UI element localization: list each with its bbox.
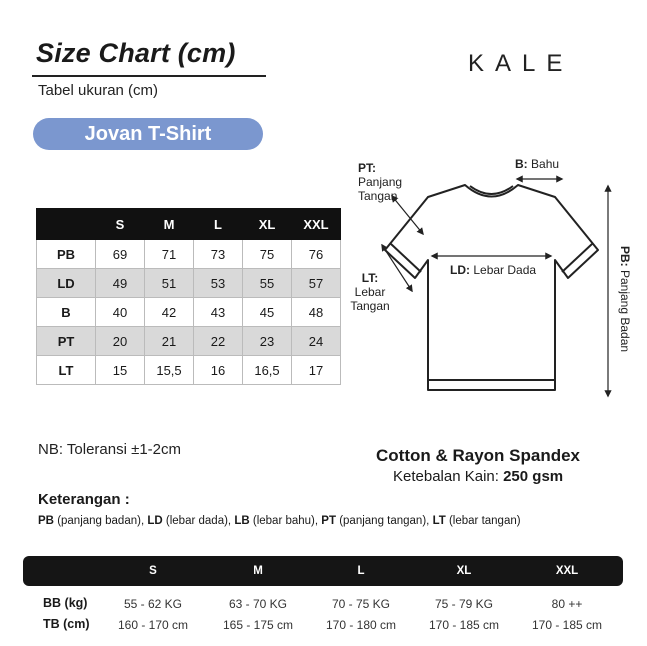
size-table-header — [37, 209, 341, 240]
pt-code: PT: — [358, 161, 376, 175]
legend-text: (lebar bahu), — [252, 515, 319, 527]
size-table-corner — [37, 209, 96, 240]
table-cell: 15,5 — [145, 356, 194, 385]
tb-value: 170 - 185 cm — [531, 618, 603, 632]
table-cell: 73 — [194, 240, 243, 269]
fit-size-l: L — [357, 565, 365, 577]
legend-code: LD — [147, 515, 163, 527]
bb-value: 55 - 62 KG — [123, 597, 183, 611]
lt-text-line2: Tangan — [350, 299, 390, 313]
table-row — [37, 240, 341, 269]
ld-label — [448, 263, 538, 277]
size-header-xxl: XXL — [292, 209, 341, 240]
tolerance-note: NB: Toleransi ±1-2cm — [38, 441, 182, 458]
fit-size-xl: XL — [456, 565, 472, 577]
pb-code: PB: — [618, 245, 632, 267]
table-cell: 43 — [194, 298, 243, 327]
legend — [38, 515, 521, 527]
table-cell: 49 — [96, 269, 145, 298]
fit-size-xxl: XXL — [555, 565, 579, 577]
pt-text-line1: Panjang — [358, 175, 403, 189]
row-label: B — [37, 298, 96, 327]
table-row — [37, 356, 341, 385]
legend-text: (panjang badan), — [57, 515, 145, 527]
legend-code: PB — [38, 515, 54, 527]
tshirt-outline — [385, 185, 598, 390]
tb-label: TB (cm) — [43, 617, 90, 631]
b-code: B: — [515, 157, 528, 171]
table-cell: 21 — [145, 327, 194, 356]
table-cell: 20 — [96, 327, 145, 356]
b-label — [515, 157, 559, 171]
legend-text: (lebar dada), — [165, 515, 232, 527]
b-text: Bahu — [531, 157, 560, 171]
table-cell: 57 — [292, 269, 341, 298]
ld-text: Lebar Dada — [473, 263, 537, 277]
brand-logo: KALE — [468, 50, 574, 77]
lt-text-line1: Lebar — [354, 285, 386, 299]
legend-code: PT — [321, 515, 336, 527]
table-cell: 69 — [96, 240, 145, 269]
table-cell: 15 — [96, 356, 145, 385]
table-cell: 71 — [145, 240, 194, 269]
lt-code: LT: — [361, 271, 379, 285]
table-row — [37, 327, 341, 356]
table-cell: 42 — [145, 298, 194, 327]
bb-label: BB (kg) — [43, 596, 88, 610]
fabric-weight — [393, 468, 563, 485]
table-cell: 76 — [292, 240, 341, 269]
legend-text: (panjang tangan), — [339, 515, 430, 527]
pt-text-line2: Tangan — [358, 189, 398, 203]
table-cell: 23 — [243, 327, 292, 356]
row-label: PT — [37, 327, 96, 356]
fit-size-s: S — [149, 565, 157, 577]
pt-label — [358, 161, 402, 203]
table-cell: 17 — [292, 356, 341, 385]
tb-value: 165 - 175 cm — [222, 618, 294, 632]
table-cell: 16,5 — [243, 356, 292, 385]
table-cell: 16 — [194, 356, 243, 385]
table-cell: 55 — [243, 269, 292, 298]
table-cell: 24 — [292, 327, 341, 356]
table-cell: 75 — [243, 240, 292, 269]
fabric-name: Cotton & Rayon Spandex — [376, 446, 581, 465]
fit-guide-header — [23, 556, 623, 586]
row-label: LD — [37, 269, 96, 298]
table-row — [37, 269, 341, 298]
table-cell: 51 — [145, 269, 194, 298]
fit-size-m: M — [253, 565, 263, 577]
title-underline — [32, 75, 266, 77]
table-cell: 48 — [292, 298, 341, 327]
size-table — [36, 208, 341, 385]
pb-text: Panjang Badan — [618, 269, 632, 353]
bb-value: 75 - 79 KG — [434, 597, 494, 611]
tb-value: 170 - 185 cm — [428, 618, 500, 632]
table-cell: 53 — [194, 269, 243, 298]
table-cell: 45 — [243, 298, 292, 327]
row-label: LT — [37, 356, 96, 385]
bb-value: 70 - 75 KG — [331, 597, 391, 611]
page-title: Size Chart (cm) — [36, 38, 236, 68]
size-header-xl: XL — [243, 209, 292, 240]
table-row — [37, 298, 341, 327]
lt-label — [346, 271, 394, 313]
tb-value: 160 - 170 cm — [117, 618, 189, 632]
ld-code: LD: — [450, 263, 470, 277]
legend-code: LT — [432, 515, 446, 527]
tb-value: 170 - 180 cm — [325, 618, 397, 632]
product-name-badge: Jovan T-Shirt — [33, 118, 263, 150]
table-cell: 22 — [194, 327, 243, 356]
bb-value: 63 - 70 KG — [228, 597, 288, 611]
fabric-weight-label: Ketebalan Kain: — [393, 468, 499, 485]
legend-text: (lebar tangan) — [448, 515, 521, 527]
size-header-l: L — [194, 209, 243, 240]
bb-value: 80 ++ — [551, 597, 583, 611]
legend-title: Keterangan : — [38, 491, 130, 508]
page-subtitle: Tabel ukuran (cm) — [38, 82, 159, 99]
legend-code: LB — [234, 515, 250, 527]
size-header-m: M — [145, 209, 194, 240]
fabric-weight-value: 250 gsm — [503, 468, 564, 485]
table-cell: 40 — [96, 298, 145, 327]
size-header-s: S — [96, 209, 145, 240]
row-label: PB — [37, 240, 96, 269]
pb-label — [618, 214, 632, 384]
